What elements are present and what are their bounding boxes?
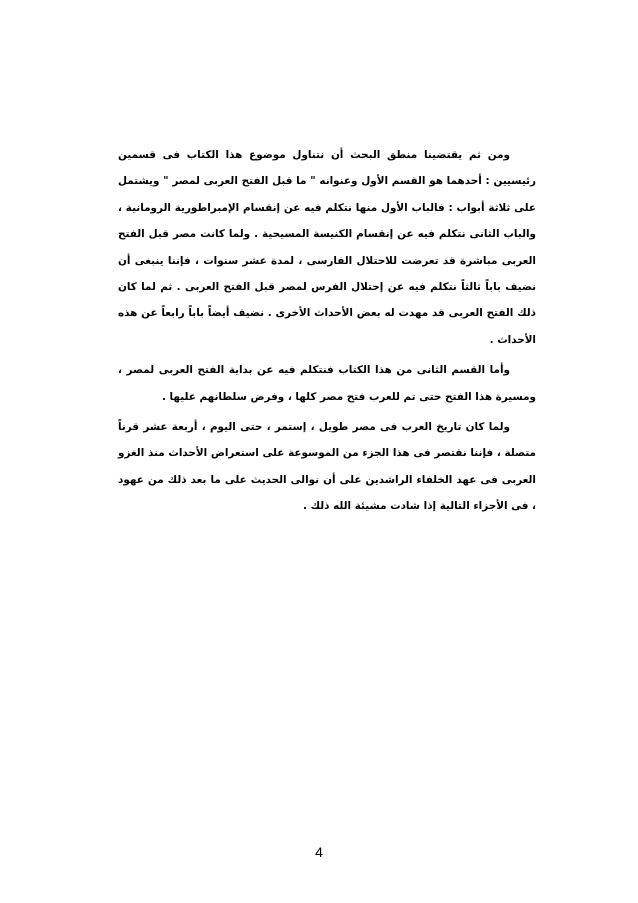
body-text xyxy=(118,142,536,520)
paragraph-2: وأما القسم الثانى من هذا الكتاب فنتكلم فيه عن بداية الفتح العربى لمصر ، ومسيرة هذا الفتح حتى تم للعرب فتح مصر كلها ، وفرض سلطانهم عليها . xyxy=(118,364,536,403)
page-number: 4 xyxy=(315,844,323,860)
paragraph-3: ولما كان تاريخ العرب فى مصر طويل ، إستمر ، حتى اليوم ، أربعة عشر قرناً متصلة ، فإننا نقتصر فى هذا الجزء من الموسوعة على استعراض الأحداث منذ الغزو العربى فى عهد الخلفاء الراشدين على أن نوالى الحديث على ما بعد ذلك من عهود ، فى الأجزاء التالية إذا شادت مشيئة الله ذلك . xyxy=(118,421,536,513)
paragraph-1: ومن ثم يقتضينا منطق البحث أن نتناول موضوع هذا الكتاب فى قسمين رئيسيين : أحدهما هو القسم الأول وعنوانه " ما قبل الفتح العربى لمصر " ويشتمل على ثلاثة أبواب : فالباب الأول منها نتكلم فيه عن إنقسام الإمبراطورية الرومانية ، والباب الثانى نتكلم فيه عن إنقسام الكنيسة المسيحية . ولما كانت مصر قبل الفتح العربى مباشرة قد تعرضت للاحتلال الفارسى ، لمدة عشر سنوات ، فإننا ينبغى أن نضيف باباً ثالثاً نتكلم فيه عن إحتلال الفرس لمصر قبل الفتح العربى . ثم لما كان ذلك الفتح العربى قد مهدت له بعض الأحداث الأخرى . نضيف أيضاً باباً رابعاً عن هذه الأحداث . xyxy=(118,149,536,346)
